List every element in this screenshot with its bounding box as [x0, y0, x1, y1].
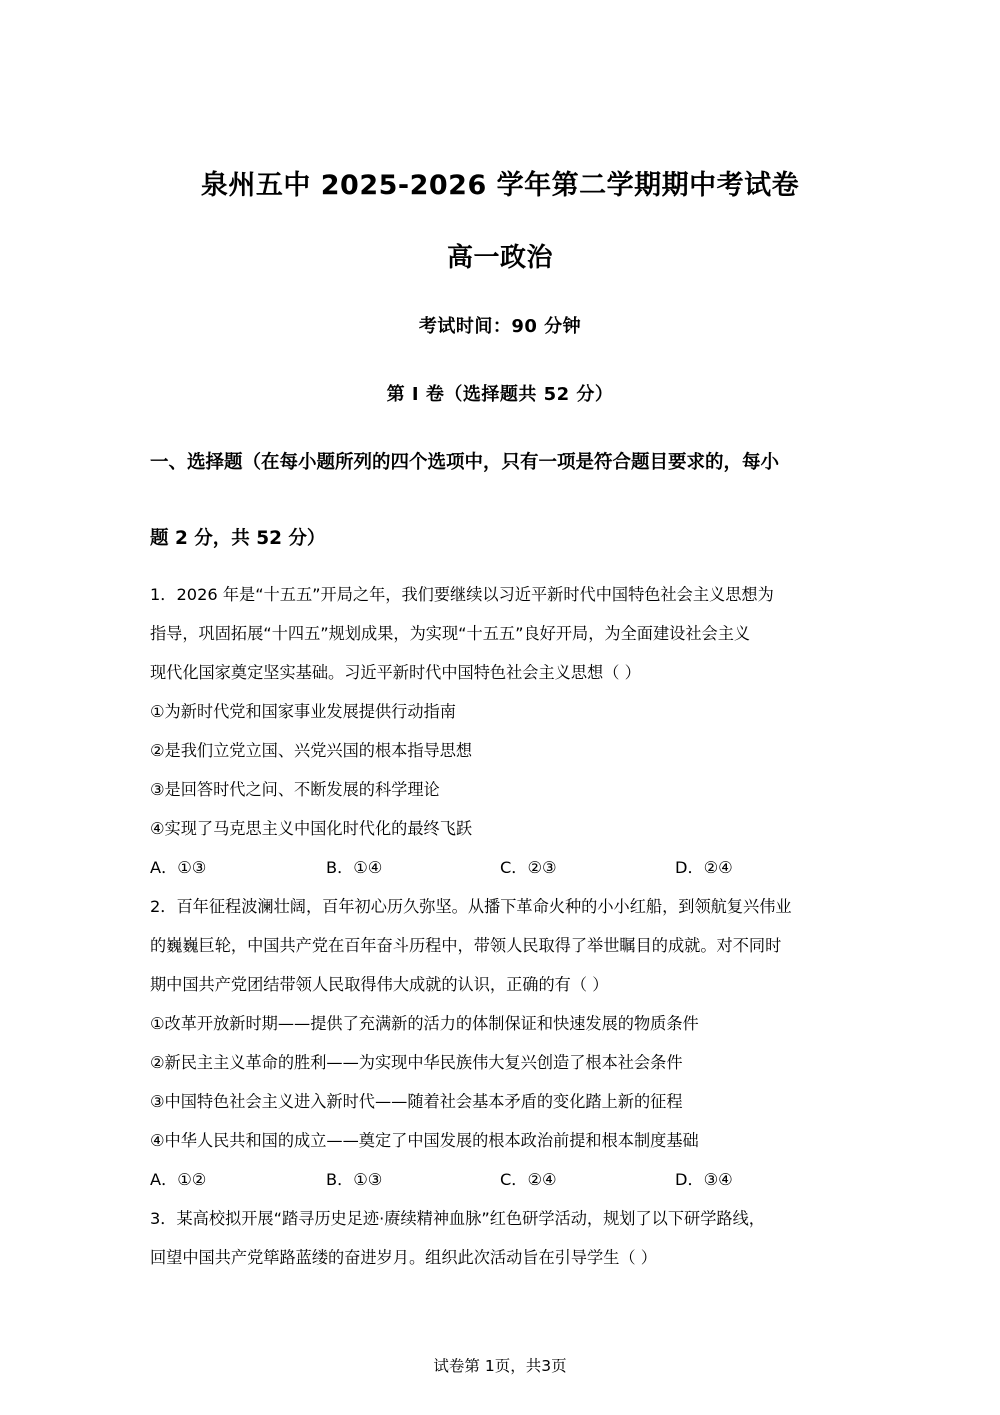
q2-option-b: B．①③	[326, 1170, 383, 1189]
subject-title: 高一政治	[446, 243, 553, 273]
q1-option-a: A．①③	[150, 858, 207, 877]
q2-item-3: ③中国特色社会主义进入新时代——随着社会基本矛盾的变化踏上新的征程	[150, 1092, 683, 1111]
q2-item-4: ④中华人民共和国的成立——奠定了中国发展的根本政治前提和根本制度基础	[150, 1131, 699, 1150]
q3-stem-line-2: 回望中国共产党筚路蓝缕的奋进岁月。组织此次活动旨在引导学生（ ）	[150, 1248, 657, 1267]
q1-option-b: B．①④	[326, 858, 383, 877]
section-heading-line-2: 题 2 分，共 52 分）	[150, 528, 326, 549]
q2-option-a: A．①②	[150, 1170, 207, 1189]
q1-item-2: ②是我们立党立国、兴党兴国的根本指导思想	[150, 741, 473, 760]
q2-item-1: ①改革开放新时期——提供了充满新的活力的体制保证和快速发展的物质条件	[150, 1014, 699, 1033]
q2-stem-line-1: 2．百年征程波澜壮阔，百年初心历久弥坚。从播下革命火种的小小红船，到领航复兴伟业	[150, 897, 792, 916]
q1-item-4: ④实现了马克思主义中国化时代化的最终飞跃	[150, 819, 473, 838]
q1-stem-line-2: 指导，巩固拓展“十四五”规划成果，为实现“十五五”良好开局，为全面建设社会主义	[150, 624, 751, 643]
exam-time: 考试时间：90 分钟	[418, 316, 582, 337]
q2-item-2: ②新民主主义革命的胜利——为实现中华民族伟大复兴创造了根本社会条件	[150, 1053, 683, 1072]
q1-option-d: D．②④	[675, 858, 733, 877]
q2-stem-line-3: 期中国共产党团结带领人民取得伟大成就的认识，正确的有（ ）	[150, 975, 609, 994]
q1-option-c: C．②③	[500, 858, 557, 877]
page-footer: 试卷第 1页，共3页	[433, 1357, 567, 1375]
volume-heading: 第 I 卷（选择题共 52 分）	[386, 384, 614, 405]
q3-stem-line-1: 3．某高校拟开展“踏寻历史足迹·赓续精神血脉”红色研学活动，规划了以下研学路线，	[150, 1209, 765, 1228]
q2-option-c: C．②④	[500, 1170, 557, 1189]
q1-item-1: ①为新时代党和国家事业发展提供行动指南	[150, 702, 456, 721]
exam-title: 泉州五中 2025-2026 学年第二学期期中考试卷	[200, 170, 800, 201]
q1-item-3: ③是回答时代之问、不断发展的科学理论	[150, 780, 440, 799]
q1-stem-line-3: 现代化国家奠定坚实基础。习近平新时代中国特色社会主义思想（ ）	[150, 663, 641, 682]
q2-stem-line-2: 的巍巍巨轮，中国共产党在百年奋斗历程中，带领人民取得了举世瞩目的成就。对不同时	[150, 936, 782, 955]
q1-stem-line-1: 1．2026 年是“十五五”开局之年，我们要继续以习近平新时代中国特色社会主义思想为	[150, 585, 774, 604]
q2-option-d: D．③④	[675, 1170, 733, 1189]
section-heading-line-1: 一、选择题（在每小题所列的四个选项中，只有一项是符合题目要求的，每小	[150, 452, 780, 473]
